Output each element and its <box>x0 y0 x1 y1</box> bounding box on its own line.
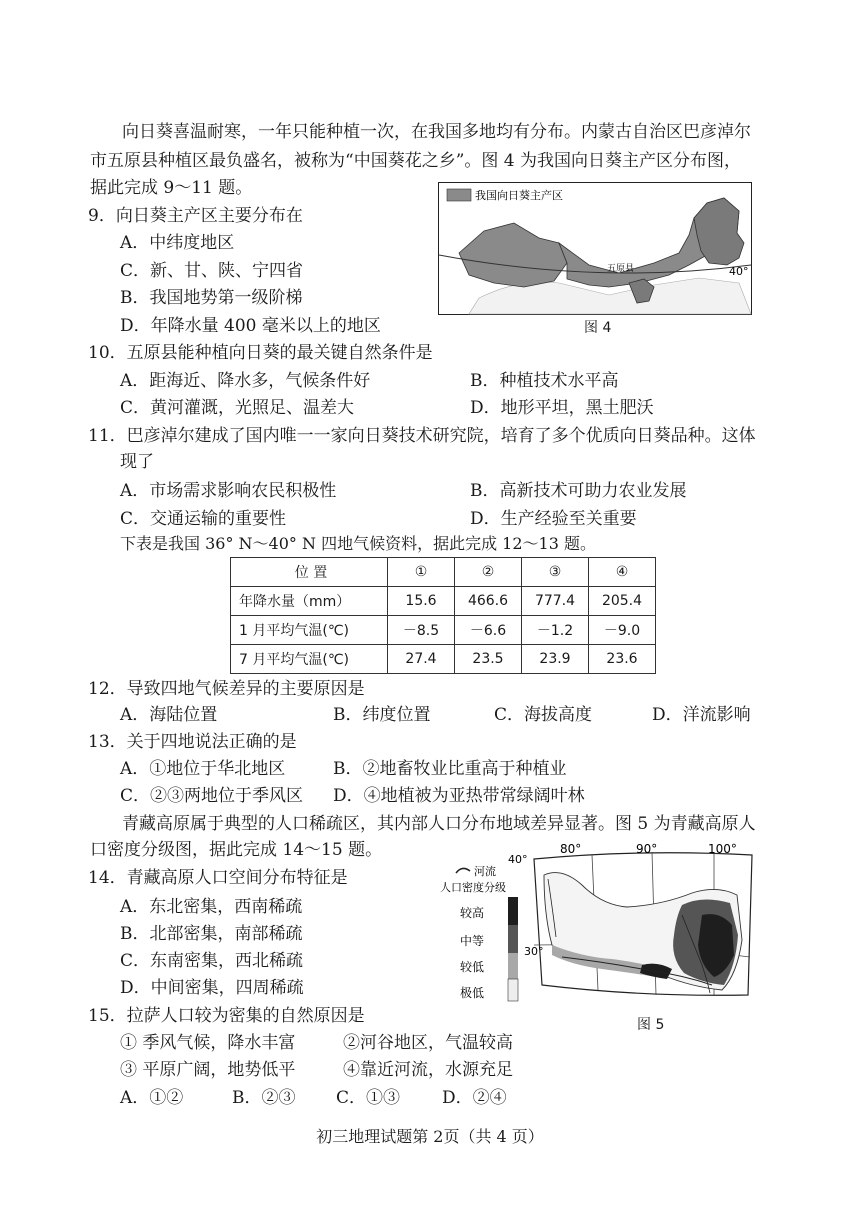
fig5-lon-80: 80° <box>560 842 582 856</box>
table-header-row <box>231 558 656 587</box>
fig5-lon-100: 100° <box>708 842 737 856</box>
q11-stem-line-1: 11．巴彦淖尔建成了国内唯一一家向日葵技术研究院，培育了多个优质向日葵品种。这体 <box>88 426 756 446</box>
table-cell: 27.4 <box>388 645 455 674</box>
q11-stem-line-2: 现了 <box>120 452 154 472</box>
fig4-lat-label: 40° <box>729 265 749 278</box>
q15-stem: 15．拉萨人口较为密集的自然原因是 <box>88 1006 365 1026</box>
q14-option-a: A．东北密集，西南稀疏 <box>120 897 303 917</box>
figure-5-map <box>440 842 758 1010</box>
q10-stem: 10．五原县能种植向日葵的最关键自然条件是 <box>88 343 433 363</box>
table-cell: －6.6 <box>455 616 522 645</box>
q15-option-c: C．①③ <box>336 1088 401 1108</box>
table-cell: 23.9 <box>522 645 589 674</box>
q9-option-a: A．中纬度地区 <box>120 233 235 253</box>
fig5-legend-river: 河流 <box>474 865 496 878</box>
q9-stem: 9．向日葵主产区主要分布在 <box>88 206 303 226</box>
page-footer: 初三地理试题第 2页（共 4 页） <box>316 1127 544 1146</box>
fig4-caption: 图 4 <box>584 320 612 336</box>
q9-option-c: C．新、甘、陕、宁四省 <box>120 261 304 281</box>
q15-item-3: ③ 平原广阔，地势低平 <box>120 1060 296 1080</box>
fig5-level-3: 较低 <box>460 960 485 974</box>
table-header-cell: 位 置 <box>231 558 388 587</box>
fig5-legend-title: 人口密度分级 <box>440 881 506 894</box>
fig5-lat-40: 40° <box>508 853 528 866</box>
q15-option-d: D．②④ <box>442 1088 507 1108</box>
region-xinjiang <box>459 223 567 287</box>
climate-table <box>230 557 656 674</box>
q11-option-a: A．市场需求影响农民积极性 <box>120 481 337 501</box>
intro-line-2: 市五原县种植区最负盛名，被称为“中国葵花之乡”。图 4 为我国向日葵主产区分布图， <box>90 151 742 171</box>
fig5-caption: 图 5 <box>637 1017 665 1033</box>
q13-option-b: B．②地畜牧业比重高于种植业 <box>333 759 567 779</box>
fig5-lon-90: 90° <box>636 842 658 856</box>
table-cell: 777.4 <box>522 587 589 616</box>
q11-option-c: C．交通运输的重要性 <box>120 509 287 529</box>
intro2-line-2: 口密度分级图，据此完成 14～15 题。 <box>90 840 383 860</box>
table-cell: 15.6 <box>388 587 455 616</box>
fig5-level-2: 中等 <box>460 934 485 948</box>
q15-item-2: ②河谷地区，气温较高 <box>343 1033 513 1053</box>
table-intro: 下表是我国 36° N～40° N 四地气候资料，据此完成 12～13 题。 <box>120 534 596 553</box>
q14-option-d: D．中间密集，四周稀疏 <box>120 978 304 998</box>
table-row <box>231 645 656 674</box>
table-cell: 23.5 <box>455 645 522 674</box>
q13-stem: 13．关于四地说法正确的是 <box>88 732 297 752</box>
q14-option-b: B．北部密集，南部稀疏 <box>120 924 303 944</box>
q12-option-a: A．海陆位置 <box>120 705 218 725</box>
table-cell: －9.0 <box>589 616 656 645</box>
q13-option-c: C．②③两地位于季风区 <box>120 786 304 806</box>
q10-option-b: B．种植技术水平高 <box>470 371 619 391</box>
q12-stem: 12．导致四地气候差异的主要原因是 <box>88 679 365 699</box>
q14-stem: 14．青藏高原人口空间分布特征是 <box>88 868 348 888</box>
figure-4-map <box>438 182 752 315</box>
q15-option-a: A．①② <box>120 1088 184 1108</box>
table-cell: 1 月平均气温(℃) <box>231 616 388 645</box>
table-cell: －1.2 <box>522 616 589 645</box>
fig5-level-4: 极低 <box>460 986 485 1000</box>
q13-option-a: A．①地位于华北地区 <box>120 759 286 779</box>
q12-option-d: D．洋流影响 <box>652 705 751 725</box>
intro-line-1: 向日葵喜温耐寒，一年只能种植一次，在我国多地均有分布。内蒙古自治区巴彦淖尔 <box>122 122 751 142</box>
q11-option-b: B．高新技术可助力农业发展 <box>470 481 687 501</box>
table-header-cell: ④ <box>589 558 656 587</box>
q9-option-b: B．我国地势第一级阶梯 <box>120 288 303 308</box>
intro-line-3: 据此完成 9～11 题。 <box>90 178 253 198</box>
table-header-cell: ② <box>455 558 522 587</box>
table-header-cell: ① <box>388 558 455 587</box>
q10-option-a: A．距海近、降水多，气候条件好 <box>120 371 371 391</box>
q14-option-c: C．东南密集，西北稀疏 <box>120 951 304 971</box>
table-row <box>231 587 656 616</box>
tibet-population-map <box>440 842 758 1010</box>
table-cell: 7 月平均气温(℃) <box>231 645 388 674</box>
q10-option-c: C．黄河灌溉，光照足、温差大 <box>120 398 355 418</box>
sunflower-region-map <box>439 183 751 314</box>
table-row <box>231 616 656 645</box>
table-cell: －8.5 <box>388 616 455 645</box>
table-cell: 466.6 <box>455 587 522 616</box>
q11-option-d: D．生产经验至关重要 <box>470 509 637 529</box>
table-cell: 205.4 <box>589 587 656 616</box>
q15-option-b: B．②③ <box>232 1088 296 1108</box>
fig5-lat-30: 30° <box>524 945 544 958</box>
fig4-legend-label: 我国向日葵主产区 <box>475 189 563 202</box>
q12-option-c: C．海拔高度 <box>494 705 593 725</box>
q15-item-4: ④靠近河流，水源充足 <box>343 1060 513 1080</box>
intro2-line-1: 青藏高原属于典型的人口稀疏区，其内部人口分布地域差异显著。图 5 为青藏高原人 <box>122 814 756 834</box>
wuyuan-label: 五原县 <box>607 264 635 274</box>
fig5-level-1: 较高 <box>460 906 485 920</box>
q12-option-b: B．纬度位置 <box>333 705 431 725</box>
q15-item-1: ① 季风气候，降水丰富 <box>120 1033 296 1053</box>
q10-option-d: D．地形平坦，黑土肥沃 <box>470 398 654 418</box>
table-cell: 23.6 <box>589 645 656 674</box>
table-cell: 年降水量（mm） <box>231 587 388 616</box>
q13-option-d: D．④地植被为亚热带常绿阔叶林 <box>333 786 585 806</box>
table-header-cell: ③ <box>522 558 589 587</box>
q9-option-d: D．年降水量 400 毫米以上的地区 <box>120 316 381 336</box>
